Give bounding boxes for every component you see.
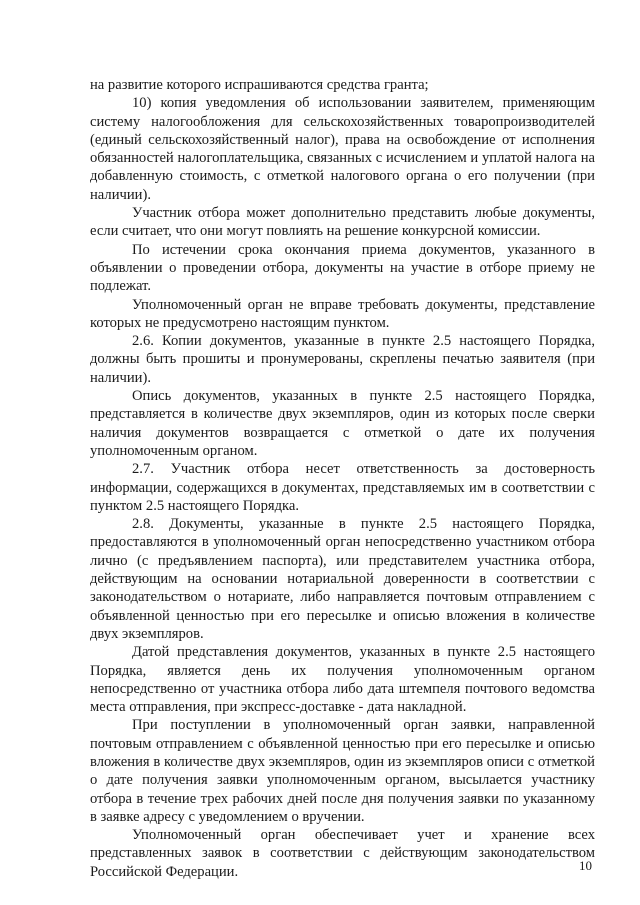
paragraph-inventory: Опись документов, указанных в пункте 2.5 настоящего Порядка, представляется в количестве двух экземпляров, один из которых после сверки наличия документов возвращается с отметкой о дате их получения уполномоченным органом.: [90, 388, 595, 459]
paragraph-authority-restriction: Уполномоченный орган не вправе требовать документы, представление которых не предусмотрено настоящим пунктом.: [90, 296, 595, 331]
paragraph-additional-documents: Участник отбора может дополнительно представить любые документы, если считает, что они могут повлиять на решение конкурсной комиссии.: [90, 205, 595, 240]
paragraph-continuation: на развитие которого испрашиваются средства гранта;: [90, 77, 429, 93]
page-number: 10: [579, 858, 592, 873]
paragraph-postal-receipt: При поступлении в уполномоченный орган заявки, направленной почтовым отправлением с объявленной ценностью при его пересылке и описью вложения в количестве двух экземпляров, один из экземпляров описи с отметкой о дате получения заявки уполномоченным органом, высылается участнику отбора в течение трех рабочих дней после дня получения заявки по указанному в заявке адресу с уведомлением о вручении.: [90, 717, 595, 825]
paragraph-2-6: 2.6. Копии документов, указанные в пункте 2.5 настоящего Порядка, должны быть прошиты и пронумерованы, скреплены печатью заявителя (при наличии).: [90, 333, 595, 386]
paragraph-2-8: 2.8. Документы, указанные в пункте 2.5 настоящего Порядка, предоставляются в уполномоченный орган непосредственно участником отбора лично (с предъявлением паспорта), или представителем участника отбора, действующим на основании нотариальной доверенности в соответствии с законодательством о нотариате, либо направляется почтовым отправлением с объявленной ценностью при его пересылке и описью вложения в количестве двух экземпляров.: [90, 516, 595, 642]
paragraph-item-10: 10) копия уведомления об использовании заявителем, применяющим систему налогообложения для сельскохозяйственных товаропроизводителей (единый сельскохозяйственный налог), права на освобождение от исполнения обязанностей налогоплательщика, связанных с исчислением и уплатой налога на добавленную стоимость, с отметкой налогового органа о его получении (при наличии).: [90, 95, 595, 203]
paragraph-2-7: 2.7. Участник отбора несет ответственность за достоверность информации, содержащихся в документах, представляемых им в соответствии с пунктом 2.5 настоящего Порядка.: [90, 461, 595, 514]
paragraph-storage: Уполномоченный орган обеспечивает учет и хранение всех представленных заявок в соответствии с действующим законодательством Российской Федерации.: [90, 827, 595, 880]
paragraph-deadline: По истечении срока окончания приема документов, указанного в объявлении о проведении отбора, документы на участие в отборе приему не подлежат.: [90, 241, 595, 295]
document-body: [90, 76, 595, 881]
paragraph-submission-date: Датой представления документов, указанных в пункте 2.5 настоящего Порядка, является день их получения уполномоченным органом непосредственно от участника отбора либо дата штемпеля почтового ведомства места отправления, при экспресс-доставке - дата накладной.: [90, 644, 595, 716]
